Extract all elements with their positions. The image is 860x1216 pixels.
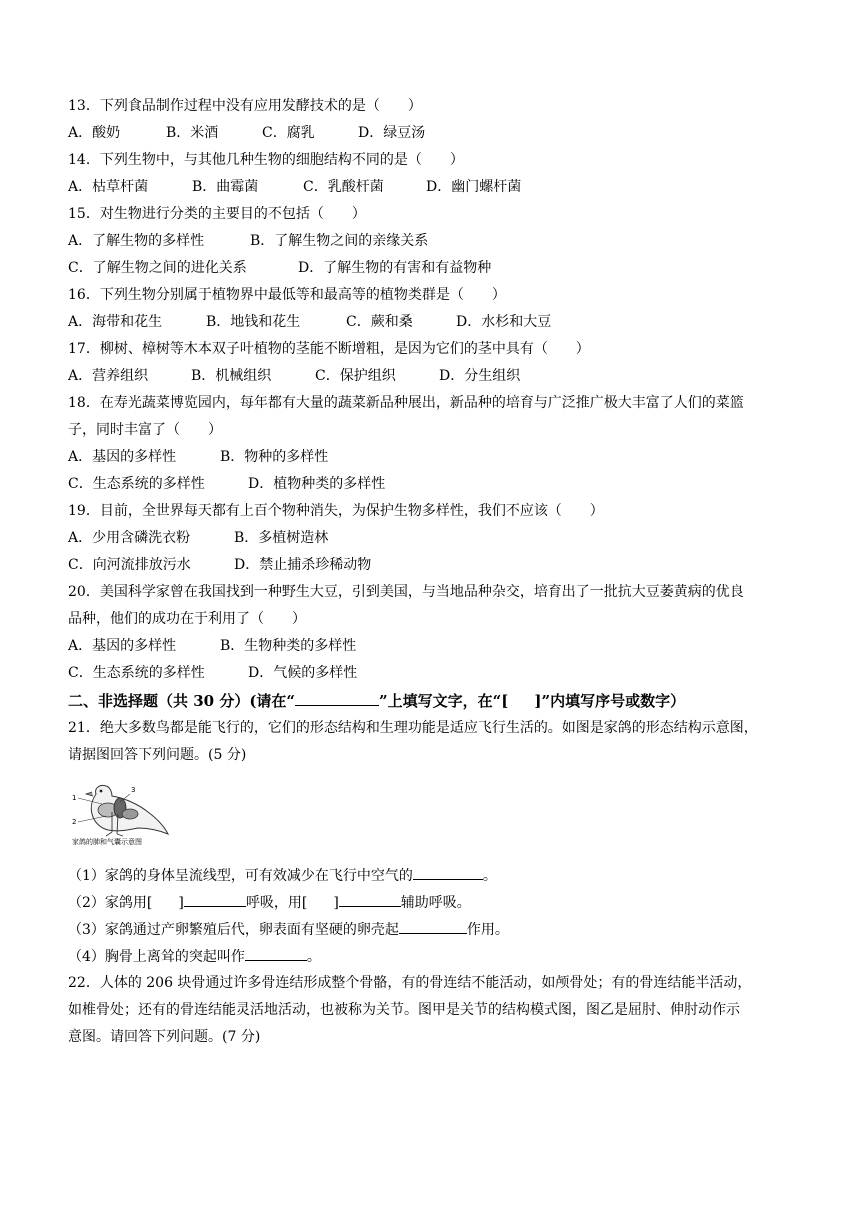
q20-options-row1 (68, 636, 356, 656)
q14-option-c: C．乳酸杆菌 (303, 179, 384, 195)
q14-option-d: D．幽门螺杆菌 (426, 179, 522, 195)
q13-option-c: C．腐乳 (262, 125, 315, 141)
q20-stem-line2: 品种，他们的成功在于利用了（ ） (68, 611, 306, 627)
q22-line3: 意图。请回答下列问题。(7 分) (68, 1029, 261, 1045)
q18-options-row1 (68, 447, 328, 467)
q20-option-a: A．基因的多样性 (68, 638, 177, 654)
q17-option-a: A．营养组织 (68, 368, 149, 384)
q16-option-b: B．地钱和花生 (206, 314, 301, 330)
q21-sub2-text-d: ] (333, 895, 339, 911)
pigeon-figure (72, 778, 170, 850)
q21-sub2-text-c: 呼吸，用[ (245, 895, 308, 911)
q21-sub1-end: 。 (482, 868, 497, 884)
q21-sub2-text-a: （2）家鸽用[ (68, 895, 153, 911)
q18-option-b: B．物种的多样性 (220, 449, 329, 465)
q21-sub1-blank[interactable] (413, 865, 483, 880)
q21-sub4-text: （4）胸骨上离耸的突起叫作 (68, 949, 245, 965)
q16-option-a: A．海带和花生 (68, 314, 163, 330)
q21-sub1-text: （1）家鸽的身体呈流线型，可有效减少在飞行中空气的 (68, 868, 413, 884)
q18-options-row2 (68, 474, 385, 494)
q21-sub2-blank-2[interactable] (339, 892, 401, 907)
q14-options (68, 177, 521, 197)
figure-label-2: 2 (72, 818, 77, 826)
q18-option-a: A．基因的多样性 (68, 449, 177, 465)
section2-heading (68, 691, 685, 711)
q17-option-c: C．保护组织 (315, 368, 396, 384)
q19-options-row1 (68, 528, 328, 548)
q17-option-b: B．机械组织 (191, 368, 272, 384)
q16-option-c: C．蕨和桑 (346, 314, 413, 330)
q13-option-d: D．绿豆汤 (358, 125, 426, 141)
q16-option-d: D．水杉和大豆 (456, 314, 552, 330)
q19-option-d: D．禁止捕杀珍稀动物 (234, 557, 372, 573)
figure-label-1: 1 (72, 794, 77, 802)
q22-line1: 22．人体的 206 块骨通过许多骨连结形成整个骨骼，有的骨连结不能活动，如颅骨处；有的骨连结能半活动， (68, 975, 752, 991)
q18-stem-line2: 子，同时丰富了（ ） (68, 422, 222, 438)
section2-heading-part-a: 二、非选择题（共 30 分）(请在“ (68, 692, 296, 710)
q17-option-d: D．分生组织 (439, 368, 521, 384)
q15-options-row1 (68, 231, 428, 251)
q14-option-b: B．曲霉菌 (192, 179, 259, 195)
figure-caption: 家鸽的肺和气囊示意图 (72, 838, 142, 846)
figure-label-3: 3 (131, 786, 136, 794)
q21-sub2 (68, 892, 471, 913)
q20-option-b: B．生物种类的多样性 (220, 638, 357, 654)
q19-option-b: B．多植树造林 (234, 530, 329, 546)
q15-option-c: C．了解生物之间的进化关系 (68, 260, 247, 276)
q21-sub3-end: 作用。 (466, 922, 509, 938)
q18-stem-line1: 18．在寿光蔬菜博览园内，每年都有大量的蔬菜新品种展出，新品种的培育与广泛推广极大丰富了人们的菜篮 (68, 395, 744, 411)
q15-option-d: D．了解生物的有害和有益物种 (298, 260, 492, 276)
q18-option-d: D．植物种类的多样性 (248, 476, 386, 492)
q15-stem: 15．对生物进行分类的主要目的不包括（ ） (68, 206, 366, 222)
q21-sub2-blank-1[interactable] (184, 892, 246, 907)
q20-options-row2 (68, 663, 357, 683)
q20-option-d: D．气候的多样性 (248, 665, 358, 681)
q21-sub3 (68, 919, 509, 940)
q17-stem: 17．柳树、樟树等木本双子叶植物的茎能不断增粗，是因为它们的茎中具有（ ） (68, 341, 590, 357)
q17-options (68, 366, 520, 386)
q21-sub2-text-e: 辅助呼吸。 (400, 895, 471, 911)
section2-heading-blank (295, 691, 379, 706)
q20-option-c: C．生态系统的多样性 (68, 665, 205, 681)
q21-sub4-end: 。 (306, 949, 321, 965)
q21-sub3-text: （3）家鸽通过产卵繁殖后代，卵表面有坚硬的卵壳起 (68, 922, 399, 938)
q19-option-a: A．少用含磷洗衣粉 (68, 530, 191, 546)
q16-stem: 16．下列生物分别属于植物界中最低等和最高等的植物类群是（ ） (68, 287, 506, 303)
q21-sub1 (68, 865, 497, 886)
q13-option-a: A．酸奶 (68, 125, 121, 141)
q16-options (68, 312, 551, 332)
q20-stem-line1: 20．美国科学家曾在我国找到一种野生大豆，引到美国，与当地品种杂交，培育出了一批抗大豆萎黄病的优良 (68, 584, 744, 600)
q21-stem-line2: 请据图回答下列问题。(5 分) (68, 747, 247, 763)
q22-line2: 如椎骨处；还有的骨连结能灵活地活动，也被称为关节。图甲是关节的结构模式图，图乙是屈肘、伸肘动作示 (68, 1002, 740, 1018)
q13-stem: 13．下列食品制作过程中没有应用发酵技术的是（ ） (68, 98, 422, 114)
q21-sub3-blank[interactable] (399, 919, 467, 934)
q21-stem-line1: 21．绝大多数鸟都是能飞行的，它们的形态结构和生理功能是适应飞行生活的。如图是家鸽的形态结构示意图， (68, 720, 758, 736)
q19-options-row2 (68, 555, 371, 575)
q19-option-c: C．向河流排放污水 (68, 557, 191, 573)
q15-options-row2 (68, 258, 491, 278)
q15-option-a: A．了解生物的多样性 (68, 233, 205, 249)
q15-option-b: B．了解生物之间的亲缘关系 (250, 233, 429, 249)
q14-option-a: A．枯草杆菌 (68, 179, 149, 195)
section2-heading-part-c: ]”内填写序号或数字） (534, 692, 686, 710)
q21-sub4 (68, 946, 321, 967)
q13-options (68, 123, 425, 143)
pigeon-lung-air-sac-diagram (72, 778, 170, 838)
q21-sub4-blank[interactable] (245, 946, 307, 961)
q14-stem: 14．下列生物中，与其他几种生物的细胞结构不同的是（ ） (68, 152, 464, 168)
q19-stem: 19．目前，全世界每天都有上百个物种消失，为保护生物多样性，我们不应该（ ） (68, 503, 604, 519)
q18-option-c: C．生态系统的多样性 (68, 476, 205, 492)
q21-sub2-text-b: ] (178, 895, 184, 911)
section2-heading-part-b: ”上填写文字，在“[ (379, 692, 509, 710)
q13-option-b: B．米酒 (166, 125, 219, 141)
